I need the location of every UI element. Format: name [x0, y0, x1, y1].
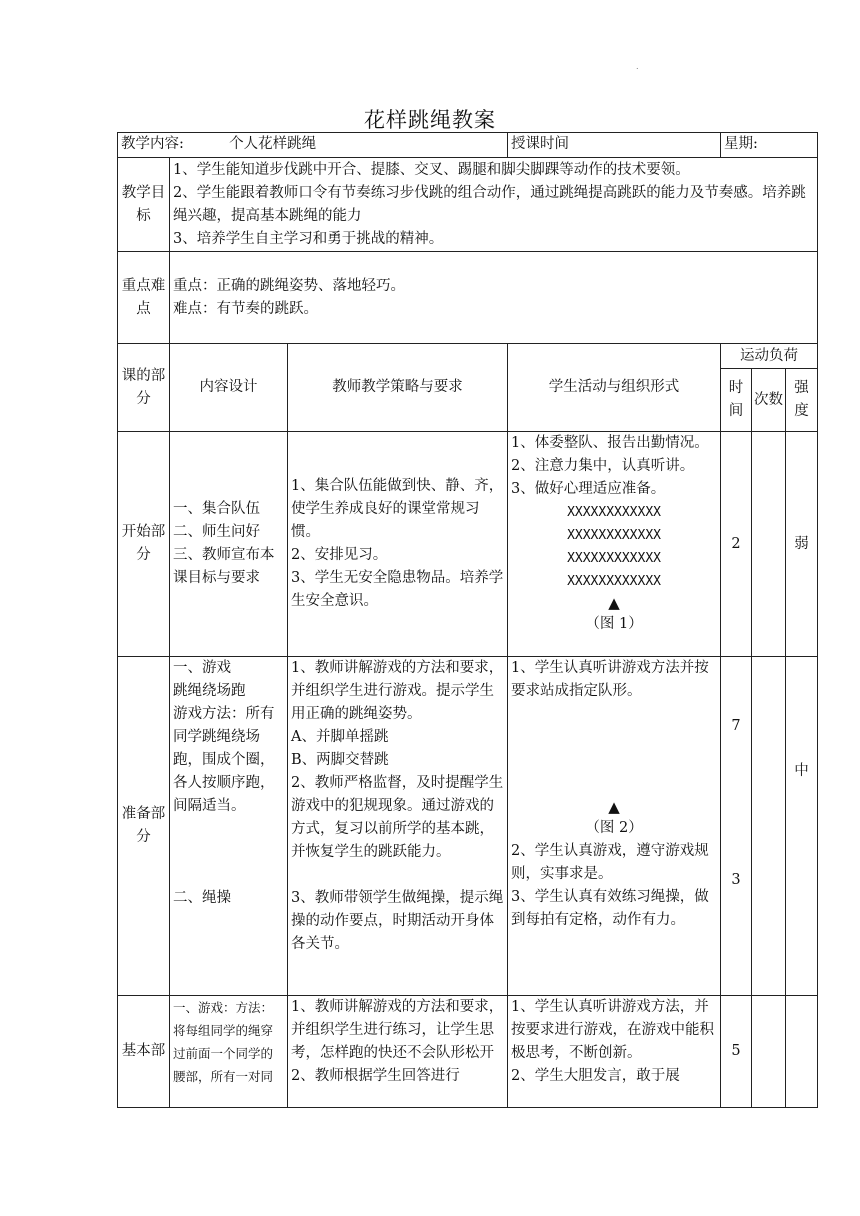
col-student: 学生活动与组织形式 [508, 344, 721, 432]
prep-content-3: 游戏方法：所有同学跳绳绕场跑，围成个圈，各人按顺序跑，间隔适当。 [173, 706, 275, 814]
section-prep-part: 准备部分 [118, 657, 170, 996]
section-prep [118, 657, 818, 996]
col-count: 次数 [752, 369, 786, 432]
formation-row-3: XXXXXXXXXXXX [567, 551, 661, 566]
start-time: 2 [721, 432, 752, 657]
content-cell [118, 133, 508, 158]
section-prep-teacher [288, 657, 508, 996]
basic-time: 5 [721, 996, 752, 1108]
col-time: 时间 [721, 369, 752, 432]
content-label: 教学内容: [121, 136, 184, 152]
keypoints-body [170, 252, 818, 344]
content-value: 个人花样跳绳 [229, 136, 317, 152]
prep-time-game: 7 [731, 718, 741, 734]
start-teacher-3: 3、学生无安全隐患物品。培养学生安全意识。 [291, 570, 504, 609]
prep-count [752, 657, 786, 996]
section-start-student [508, 432, 721, 657]
weekday-cell [721, 133, 818, 158]
prep-teacher-3: 3、教师带领学生做绳操，提示绳操的动作要点，时期活动开身体各关节。 [291, 890, 504, 952]
section-basic-teacher [288, 996, 508, 1108]
prep-teacher-1: 1、教师讲解游戏的方法和要求，并组织学生进行游戏。提示学生用正确的跳绳姿势。 [291, 660, 504, 722]
prep-teacher-a: A、并脚单摇跳 [291, 729, 389, 745]
key-point: 重点：正确的跳绳姿势、落地轻巧。 [173, 277, 405, 294]
keypoints-row [118, 252, 818, 344]
section-prep-content [170, 657, 288, 996]
section-basic-student [508, 996, 721, 1108]
section-start-content [170, 432, 288, 657]
start-intensity: 弱 [786, 432, 818, 657]
objective-1: 1、学生能知道步伐跳中开合、提膝、交叉、踢腿和脚尖脚踝等动作的技术要领。 [173, 162, 690, 178]
columns-row-1 [118, 344, 818, 369]
time-label-cell [508, 133, 721, 158]
objective-2: 2、学生能跟着教师口令有节奏练习步伐跳的组合动作，通过跳绳提高跳跃的能力及节奏感。培养跳绳兴趣，提高基本跳绳的能力 [173, 185, 806, 224]
col-content-design: 内容设计 [170, 344, 288, 432]
lesson-plan-table [117, 132, 818, 1108]
objectives-body [170, 158, 818, 252]
basic-count [752, 996, 786, 1108]
teacher-triangle-icon: ▲ [608, 594, 620, 612]
weekday-label: 星期: [724, 136, 758, 152]
basic-teacher-1: 1、教师讲解游戏的方法和要求，并组织学生进行练习，让学生思考，怎样跑的快还不会队形松开 [291, 999, 504, 1061]
figure-2-label: （图 2） [585, 820, 643, 836]
start-count [752, 432, 786, 657]
prep-intensity-cell [786, 657, 818, 996]
start-content-1: 一、集合队伍 [173, 501, 260, 517]
prep-triangle-icon: ▲ [608, 798, 620, 816]
page-dot: . [636, 62, 639, 71]
start-content-2: 二、师生问好 [173, 524, 260, 540]
objectives-row [118, 158, 818, 252]
basic-student-1: 1、学生认真听讲游戏方法，并按要求进行游戏，在游戏中能积极思考，不断创新。 [511, 999, 715, 1061]
section-basic [118, 996, 818, 1108]
time-label: 授课时间 [511, 136, 570, 152]
formation-row-2: XXXXXXXXXXXX [567, 528, 661, 543]
section-start-part: 开始部分 [118, 432, 170, 657]
prep-student-2: 2、学生认真游戏，遵守游戏规则，实事求是。 [511, 843, 709, 882]
start-content-3: 三、教师宣布本课目标与要求 [173, 547, 275, 586]
header-row [118, 133, 818, 158]
start-teacher-2: 2、安排见习。 [291, 547, 388, 563]
section-basic-part: 基本部 [118, 996, 170, 1108]
col-load: 运动负荷 [721, 344, 818, 369]
start-student-3: 3、做好心理适应准备。 [511, 481, 666, 497]
prep-student-1: 1、学生认真听讲游戏方法并按要求站成指定队形。 [511, 660, 709, 699]
col-part: 课的部分 [118, 344, 170, 432]
section-prep-student [508, 657, 721, 996]
col-teacher: 教师教学策略与要求 [288, 344, 508, 432]
objectives-label: 教学目标 [118, 158, 170, 252]
prep-content-2: 跳绳绕场跑 [173, 683, 246, 699]
start-student-2: 2、注意力集中，认真听讲。 [511, 458, 695, 474]
basic-teacher-2: 2、教师根据学生回答进行 [291, 1068, 460, 1084]
formation-row-1: XXXXXXXXXXXX [567, 505, 661, 520]
objective-3: 3、培养学生自主学习和勇于挑战的精神。 [173, 231, 444, 247]
prep-intensity: 中 [794, 763, 809, 779]
prep-time-rope: 3 [731, 872, 741, 888]
page-title: 花样跳绳教案 [364, 108, 496, 132]
start-teacher-1: 1、集合队伍能做到快、静、齐，使学生养成良好的课堂常规习惯。 [291, 478, 504, 540]
basic-student-2: 2、学生大胆发言，敢于展 [511, 1068, 680, 1084]
prep-teacher-2: 2、教师严格监督，及时提醒学生游戏中的犯规现象。通过游戏的方式，复习以前所学的基本跳，并恢复学生的跳跃能力。 [291, 775, 504, 860]
start-student-1: 1、体委整队、报告出勤情况。 [511, 435, 709, 451]
prep-content-rope: 二、绳操 [173, 890, 231, 906]
prep-time [721, 657, 752, 996]
prep-student-3: 3、学生认真有效练习绳操，做到每拍有定格，动作有力。 [511, 889, 709, 928]
section-start [118, 432, 818, 657]
section-start-teacher [288, 432, 508, 657]
difficult-point: 难点：有节奏的跳跃。 [173, 300, 318, 317]
prep-teacher-b: B、两脚交替跳 [291, 752, 389, 768]
prep-content-1: 一、游戏 [173, 660, 231, 676]
figure-1-label: （图 1） [585, 616, 643, 632]
basic-intensity [786, 996, 818, 1108]
formation-row-4: XXXXXXXXXXXX [567, 574, 661, 589]
keypoints-label: 重点难点 [118, 252, 170, 344]
col-intensity: 强度 [786, 369, 818, 432]
section-basic-content: 一、游戏：方法：将每组同学的绳穿过前面一个同学的腰部，所有一对同 [170, 996, 288, 1108]
